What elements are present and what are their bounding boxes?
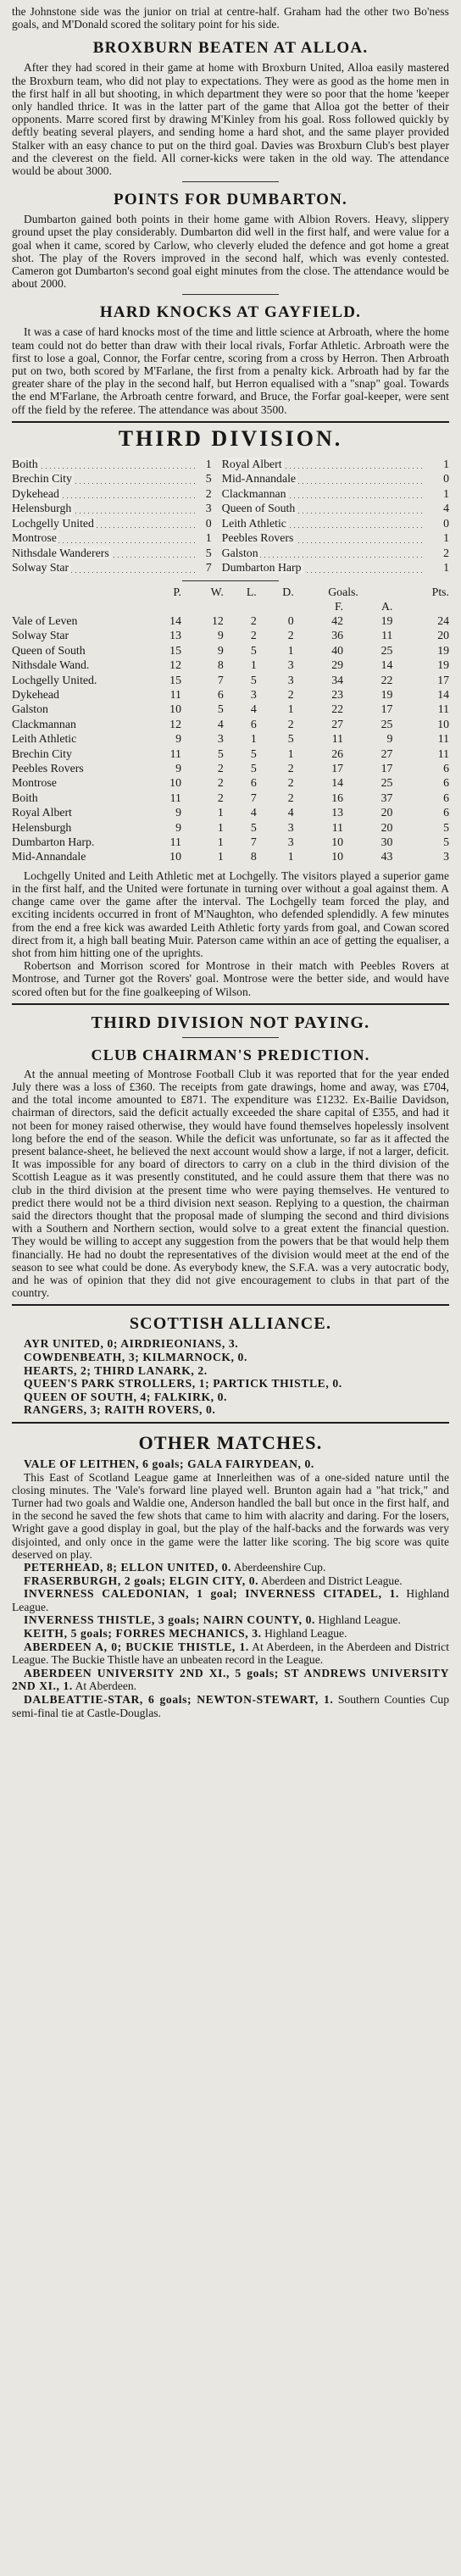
- stat-d: 1: [287, 702, 294, 716]
- dumbarton-report: Dumbarton gained both points in their home game with Albion Rovers. Heavy, slippery ground upset the play considerably. Dumbarton did well in the first half, and were value for a goal when it came, scored by Carlow, who cleverly eluded the defence and got home a great shot. The play of the Rovers improved in the second half, which was evenly contested. Cameron got Dumbarton's second goal eight minutes from the close. The attendance would be about 2000.: [12, 213, 449, 291]
- alliance-result: [12, 1364, 449, 1378]
- stat-f: 14: [331, 776, 344, 790]
- stat-d: 1: [287, 850, 294, 863]
- stat-d: 2: [287, 687, 294, 701]
- stat-a: 20: [380, 806, 393, 819]
- stat-p: 12: [169, 658, 181, 672]
- alliance-score: HEARTS, 2; THIRD LANARK, 2.: [24, 1363, 208, 1377]
- match-score: KEITH, 5 goals; FORRES MECHANICS, 3.: [24, 1627, 262, 1641]
- stat-w: 9: [217, 629, 224, 642]
- stat-pts: 6: [443, 776, 449, 790]
- stat-l: 3: [250, 687, 257, 701]
- stat-p: 11: [169, 687, 181, 701]
- home-score: 5: [205, 472, 212, 486]
- team-name: Peebles Rovers: [12, 761, 84, 774]
- alliance-score: AYR UNITED, 0; AIRDRIEONIANS, 3.: [24, 1337, 239, 1351]
- stat-d: 2: [287, 629, 294, 642]
- stat-pts: 19: [437, 643, 449, 657]
- away-score: 1: [443, 486, 449, 500]
- team-name: Leith Athletic: [12, 732, 77, 746]
- home-team: Helensburgh: [12, 502, 72, 515]
- stat-pts: 5: [443, 835, 449, 848]
- stat-a: 14: [380, 658, 393, 672]
- stat-a: 9: [386, 732, 393, 746]
- match-result: [12, 1613, 449, 1627]
- match-note: At Aberdeen.: [75, 1679, 137, 1693]
- stat-p: 14: [169, 613, 181, 627]
- stat-a: 11: [381, 629, 393, 642]
- home-team: Montrose: [12, 531, 57, 545]
- stat-a: 43: [380, 850, 393, 863]
- stat-p: 13: [169, 629, 181, 642]
- chairman-subheading: CLUB CHAIRMAN'S PREDICTION.: [91, 1046, 370, 1063]
- broxburn-heading: BROXBURN BEATEN AT ALLOA.: [92, 39, 369, 58]
- away-team: Mid-Annandale: [221, 472, 297, 486]
- result-row: [12, 516, 449, 531]
- result-row: [12, 501, 449, 516]
- away-team: Queen of South: [221, 502, 296, 515]
- home-team: Brechin City: [12, 472, 72, 486]
- stat-f: 23: [331, 687, 344, 701]
- team-name: Helensburgh: [12, 820, 72, 834]
- match-score: DALBEATTIE-STAR, 6 goals; NEWTON-STEWART, 1.: [24, 1692, 334, 1706]
- match-score: INVERNESS THISTLE, 3 goals; NAIRN COUNTY, 0.: [24, 1613, 316, 1627]
- stat-l: 8: [250, 850, 257, 863]
- stat-p: 10: [169, 702, 181, 716]
- match-result: [12, 1667, 449, 1693]
- away-team: Leith Athletic: [221, 516, 286, 530]
- stat-pts: 11: [437, 732, 449, 746]
- stat-l: 7: [250, 835, 257, 848]
- match-score: INVERNESS CALEDONIAN, 1 goal; INVERNESS CITADEL, 1.: [24, 1587, 399, 1601]
- team-name: Clackmannan: [12, 717, 76, 730]
- away-score: 1: [443, 561, 449, 575]
- gayfield-report: It was a case of hard knocks most of the time and little science at Arbroath, where the home team could not do better than draw with their local rivals, Forfar Athletic. Arbroath were the first to lose a goal, Connor, the Forfar centre, scoring from a cross by Herron. Then Arbroath put on two, both scored by M'Farlane, the first from a penalty kick. Arbroath had by far the greater share of the play in the second half, but Herron equalised with a "snap" goal. Towards the end M'Farlane, the Arbroath centre forward, and Bruce, the Forfar goal-keeper, were sent off the field by the referee. The attendance was about 3500.: [12, 325, 449, 416]
- stat-pts: 19: [437, 658, 449, 672]
- stat-pts: 11: [437, 702, 449, 716]
- team-name: Queen of South: [12, 643, 86, 657]
- stat-a: 17: [380, 761, 393, 774]
- stat-d: 3: [287, 658, 294, 672]
- stat-pts: 5: [443, 820, 449, 834]
- league-table: [12, 585, 449, 864]
- goals-column-header: Goals.: [328, 585, 358, 598]
- stat-w: 7: [217, 673, 224, 686]
- away-score: 0: [443, 516, 449, 530]
- d-column-header: D.: [282, 585, 294, 598]
- stat-d: 1: [287, 747, 294, 760]
- section-divider: [12, 1003, 449, 1005]
- stat-p: 10: [169, 776, 181, 790]
- stat-d: 2: [287, 791, 294, 804]
- intro-paragraph: the Johnstone side was the junior on trial at centre-half. Graham had the other two Bo'ness goals, and M'Donald scored the solitary point for his side.: [12, 5, 449, 31]
- table-row: [12, 761, 449, 775]
- stat-l: 5: [250, 673, 257, 686]
- stat-f: 16: [331, 791, 344, 804]
- stat-p: 9: [175, 820, 181, 834]
- stat-a: 37: [380, 791, 393, 804]
- stat-p: 15: [169, 643, 181, 657]
- match-note: Highland League.: [264, 1627, 347, 1641]
- broxburn-report: After they had scored in their game at home with Broxburn United, Alloa easily mastered the Broxburn team, who did not play to expectations. They were as good as the home men in the first half in all but shooting, in which department they were so poor that the home 'keeper only handled thrice. It was in the latter part of the game that Alloa got the better of their opponents. Marre scored first by drawing M'Kinley from his goal. Ross followed quickly by deftly beating several players, and sending home a hard shot, and the same player provided Stalker with an easy chance to put on the third goal. Davies was Broxburn Club's best player and the cleverest on the field. All corner-kicks were taken in the old way. The attendance would be about 3000.: [12, 61, 449, 178]
- team-name: Royal Albert: [12, 806, 72, 819]
- away-team: Dumbarton Harp: [221, 561, 302, 575]
- table-row: [12, 628, 449, 642]
- alliance-heading: SCOTTISH ALLIANCE.: [129, 1314, 332, 1334]
- stat-p: 9: [175, 806, 181, 819]
- montrose-meeting-report: At the annual meeting of Montrose Football Club it was reported that for the year ended July there was a loss of £360. The receipts from gate drawings, home and away, was £704, and the total income amounted to £871. The expenditure was £1232. Ex-Bailie Davidson, chairman of directors, said the deficit actually exceeded the share capital of £355, and had it not been for money raised otherwise, they would have found themselves hopelessly insolvent long before the end of the season. While the deficit was unfortunate, so far as it affected the present balance-sheet, he believed the next account would show a large, if not a larger, deficit. It was impossible for any board of directors to carry on a club in the third division of the Scottish League as it was presently constituted, and he could assure them that there was no club in the third division at the present time who were paying themselves. He ventured to predict there would not be a third division next season. Replying to a question, the chairman said the directors thought that the proposal made of slumping the second and third divisions with a Southern and Northern section, would solve to a great extent the financial question. They would be willing to accept any suggestion from the powers that be that would help them financially. He had no doubt the representatives of the division would meet at the end of the season to see what could be done. As everybody knew, the S.F.A. was a very autocratic body, and he was of opinion that they did not give encouragement to clubs in that part of the country.: [12, 1067, 449, 1300]
- home-score: 1: [205, 531, 212, 545]
- match-note: Highland League.: [318, 1613, 401, 1627]
- table-row: [12, 731, 449, 746]
- stat-d: 5: [287, 732, 294, 746]
- result-row: [12, 457, 449, 472]
- match-score: PETERHEAD, 8; ELLON UNITED, 0.: [24, 1561, 231, 1574]
- team-name: Mid-Annandale: [12, 850, 86, 863]
- stat-p: 11: [169, 747, 181, 760]
- alliance-score: RANGERS, 3; RAITH ROVERS, 0.: [24, 1403, 216, 1417]
- home-team: Dykehead: [12, 486, 59, 500]
- stat-l: 5: [250, 643, 257, 657]
- stat-l: 1: [250, 732, 257, 746]
- away-team: Royal Albert: [221, 457, 282, 470]
- stat-a: 30: [380, 835, 393, 848]
- team-name: Nithsdale Wand.: [12, 658, 90, 672]
- stat-w: 3: [217, 732, 224, 746]
- stat-p: 15: [169, 673, 181, 686]
- stat-w: 1: [217, 806, 224, 819]
- stat-l: 5: [250, 761, 257, 774]
- section-divider: [182, 580, 279, 581]
- stat-f: 17: [331, 761, 344, 774]
- table-row: [12, 835, 449, 849]
- match-score: ABERDEEN UNIVERSITY 2ND XI., 5 goals; ST ANDREWS UNIVERSITY 2ND XI., 1.: [12, 1666, 449, 1693]
- match-result: [12, 1627, 449, 1641]
- stat-l: 5: [250, 747, 257, 760]
- table-row: [12, 673, 449, 687]
- match-result: [12, 1693, 449, 1719]
- match-result: [12, 1561, 449, 1574]
- stat-a: 25: [380, 776, 393, 790]
- alliance-result: [12, 1403, 449, 1417]
- stat-pts: 14: [437, 687, 449, 701]
- stat-p: 12: [169, 717, 181, 730]
- home-team: Lochgelly United: [12, 516, 94, 530]
- other-matches-heading: OTHER MATCHES.: [138, 1432, 323, 1454]
- stat-p: 11: [169, 835, 181, 848]
- stat-f: 40: [331, 643, 344, 657]
- not-paying-heading: THIRD DIVISION NOT PAYING.: [91, 1013, 370, 1032]
- stat-pts: 6: [443, 806, 449, 819]
- table-row: [12, 805, 449, 819]
- match-score: ABERDEEN A, 0; BUCKIE THISTLE, 1.: [24, 1640, 249, 1653]
- pts-column-header: Pts.: [431, 585, 449, 598]
- stat-f: 36: [331, 629, 344, 642]
- stat-l: 7: [250, 791, 257, 804]
- stat-f: 11: [331, 732, 344, 746]
- table-row: [12, 791, 449, 805]
- third-division-results: [12, 457, 449, 575]
- stat-l: 5: [250, 820, 257, 834]
- stat-d: 1: [287, 643, 294, 657]
- result-row: [12, 530, 449, 546]
- stat-l: 2: [250, 629, 257, 642]
- section-divider: [12, 421, 449, 423]
- section-divider: [182, 181, 279, 182]
- stat-p: 9: [175, 761, 181, 774]
- home-score: 1: [205, 457, 212, 470]
- stat-f: 26: [331, 747, 344, 760]
- stat-pts: 17: [437, 673, 449, 686]
- stat-f: 29: [331, 658, 344, 672]
- table-row: [12, 775, 449, 790]
- dumbarton-heading: POINTS FOR DUMBARTON.: [114, 191, 347, 209]
- stat-f: 10: [331, 850, 344, 863]
- stat-a: 25: [380, 717, 393, 730]
- match-note: Aberdeenshire Cup.: [233, 1561, 326, 1574]
- team-name: Vale of Leven: [12, 613, 78, 627]
- alliance-result: [12, 1337, 449, 1351]
- table-row: [12, 702, 449, 716]
- stat-w: 2: [217, 791, 224, 804]
- result-row: [12, 546, 449, 561]
- section-divider: [182, 294, 279, 295]
- other-results: [12, 1561, 449, 1719]
- section-divider: [12, 1422, 449, 1424]
- stat-l: 1: [250, 658, 257, 672]
- stat-a: 19: [380, 687, 393, 701]
- away-score: 1: [443, 457, 449, 470]
- stat-d: 0: [287, 613, 294, 627]
- stat-l: 6: [250, 717, 257, 730]
- stat-a: 25: [380, 643, 393, 657]
- stat-w: 5: [217, 747, 224, 760]
- table-row: [12, 658, 449, 672]
- stat-d: 3: [287, 835, 294, 848]
- table-row: [12, 643, 449, 658]
- stat-pts: 10: [437, 717, 449, 730]
- stat-f: 27: [331, 717, 344, 730]
- alliance-score: QUEEN OF SOUTH, 4; FALKIRK, 0.: [24, 1390, 228, 1403]
- stat-pts: 11: [437, 747, 449, 760]
- stat-a: 20: [380, 820, 393, 834]
- vale-scoreline: VALE OF LEITHEN, 6 goals; GALA FAIRYDEAN, 0.: [24, 1457, 314, 1471]
- section-divider: [12, 1304, 449, 1306]
- home-score: 0: [205, 516, 212, 530]
- team-name: Galston: [12, 702, 48, 716]
- table-row: [12, 687, 449, 702]
- f-column-header: F.: [334, 599, 344, 613]
- lochgelly-report: Lochgelly United and Leith Athletic met at Lochgelly. The visitors played a superior game in the first half, and the United were fortunate in turning over without a goal against them. A change came over the game after the interval. The Lochgelly team forced the play, and exciting incidents occurred in front of M'Naughton, who defended splendidly. A few minutes from the end a free kick was awarded Leith Athletic forty yards from goal, and Cowan scored direct from it, a high ball beating Muir. Paterson came within an ace of getting the equaliser, a shot from him hitting one of the uprights.: [12, 869, 449, 959]
- match-score: FRASERBURGH, 2 goals; ELGIN CITY, 0.: [24, 1574, 259, 1587]
- team-name: Solway Star: [12, 629, 69, 642]
- stat-a: 17: [380, 702, 393, 716]
- alliance-score: QUEEN'S PARK STROLLERS, 1; PARTICK THISTLE, 0.: [24, 1377, 342, 1391]
- stat-w: 4: [217, 717, 224, 730]
- away-team: Galston: [221, 546, 258, 559]
- result-row: [12, 486, 449, 502]
- stat-l: 6: [250, 776, 257, 790]
- away-score: 2: [443, 546, 449, 559]
- stat-w: 8: [217, 658, 224, 672]
- stat-pts: 6: [443, 791, 449, 804]
- team-name: Dumbarton Harp.: [12, 835, 95, 848]
- montrose-report: Robertson and Morrison scored for Montrose in their match with Peebles Rovers at Montrose, and Turner got the Rovers' goal. Montrose were the better side, and would have scored often but for the fine goalkeeping of Wilson.: [12, 959, 449, 998]
- match-result: [12, 1574, 449, 1588]
- stat-pts: 6: [443, 761, 449, 774]
- home-score: 2: [205, 486, 212, 500]
- stat-w: 1: [217, 820, 224, 834]
- gayfield-heading: HARD KNOCKS AT GAYFIELD.: [99, 303, 362, 322]
- home-team: Boith: [12, 457, 38, 470]
- team-name: Brechin City: [12, 747, 72, 760]
- alliance-results: [12, 1337, 449, 1417]
- table-row: [12, 820, 449, 835]
- table-row: [12, 717, 449, 731]
- stat-l: 2: [250, 613, 257, 627]
- stat-w: 1: [217, 850, 224, 863]
- stat-d: 3: [287, 673, 294, 686]
- stat-l: 4: [250, 702, 257, 716]
- stat-d: 3: [287, 820, 294, 834]
- stat-w: 9: [217, 643, 224, 657]
- team-name: Boith: [12, 791, 38, 804]
- stat-l: 4: [250, 806, 257, 819]
- stat-pts: 20: [437, 629, 449, 642]
- away-score: 1: [443, 531, 449, 545]
- alliance-result: [12, 1377, 449, 1391]
- alliance-result: [12, 1351, 449, 1364]
- stat-w: 12: [212, 613, 224, 627]
- stat-a: 27: [380, 747, 393, 760]
- stat-p: 9: [175, 732, 181, 746]
- stat-f: 22: [331, 702, 344, 716]
- team-column-header: [12, 585, 143, 599]
- team-name: Montrose: [12, 776, 57, 790]
- a-column-header: A.: [380, 599, 393, 613]
- match-note: At Aberdeen, in the Aberdeen and District League. The Buckie Thistle have an unbeaten record in the League.: [12, 1640, 449, 1667]
- match-note: Highland League.: [12, 1587, 449, 1613]
- away-score: 4: [443, 502, 449, 515]
- stat-pts: 24: [437, 613, 449, 627]
- stat-f: 42: [331, 613, 344, 627]
- p-column-header: P.: [173, 585, 181, 598]
- home-team: Solway Star: [12, 561, 69, 575]
- home-score: 3: [205, 502, 212, 515]
- stat-p: 11: [169, 791, 181, 804]
- match-note: Southern Counties Cup semi-final tie at Castle-Douglas.: [12, 1692, 449, 1719]
- stat-d: 2: [287, 761, 294, 774]
- team-name: Dykehead: [12, 687, 59, 701]
- stat-w: 2: [217, 776, 224, 790]
- stat-d: 2: [287, 717, 294, 730]
- result-row: [12, 560, 449, 575]
- stat-f: 11: [331, 820, 344, 834]
- team-name: Lochgelly United.: [12, 673, 97, 686]
- stat-w: 6: [217, 687, 224, 701]
- home-score: 7: [205, 561, 212, 575]
- section-divider: [182, 1037, 279, 1038]
- stat-a: 22: [380, 673, 393, 686]
- alliance-result: [12, 1391, 449, 1404]
- l-column-header: L.: [246, 585, 257, 598]
- stat-w: 2: [217, 761, 224, 774]
- table-row: [12, 747, 449, 761]
- table-row: [12, 613, 449, 628]
- stat-d: 4: [287, 806, 294, 819]
- alliance-score: COWDENBEATH, 3; KILMARNOCK, 0.: [24, 1351, 247, 1364]
- stat-f: 34: [331, 673, 344, 686]
- home-team: Nithsdale Wanderers: [12, 546, 109, 559]
- result-row: [12, 471, 449, 486]
- stat-w: 1: [217, 835, 224, 848]
- table-row: [12, 849, 449, 863]
- vale-report: This East of Scotland League game at Innerleithen was of a one-sided nature until the closing minutes. The 'Vale's forward line played well. Brunton again had a "hat trick," and Turner had two goals and Waldie one, Anderson handled the ball but once in the first half, and in the second he saved the few shots that came to him with alacrity and daring. For the losers, Wright gave a good display in goal, but the play of the half-backs and the forwards was very disjointed, and only once in the game were the latter like scoring. The big score was quite deserved on play.: [12, 1470, 449, 1561]
- stat-f: 10: [331, 835, 344, 848]
- stat-a: 19: [380, 613, 393, 627]
- away-team: Clackmannan: [221, 486, 286, 500]
- match-result: [12, 1587, 449, 1613]
- match-note: Aberdeen and District League.: [260, 1574, 403, 1587]
- match-result: [12, 1641, 449, 1667]
- stat-pts: 3: [443, 850, 449, 863]
- w-column-header: W.: [210, 585, 224, 598]
- stat-f: 13: [331, 806, 344, 819]
- away-score: 0: [443, 472, 449, 486]
- stat-d: 2: [287, 776, 294, 790]
- stat-w: 5: [217, 702, 224, 716]
- third-division-heading: THIRD DIVISION.: [118, 425, 343, 451]
- away-team: Peebles Rovers: [221, 531, 294, 545]
- stat-p: 10: [169, 850, 181, 863]
- home-score: 5: [205, 546, 212, 559]
